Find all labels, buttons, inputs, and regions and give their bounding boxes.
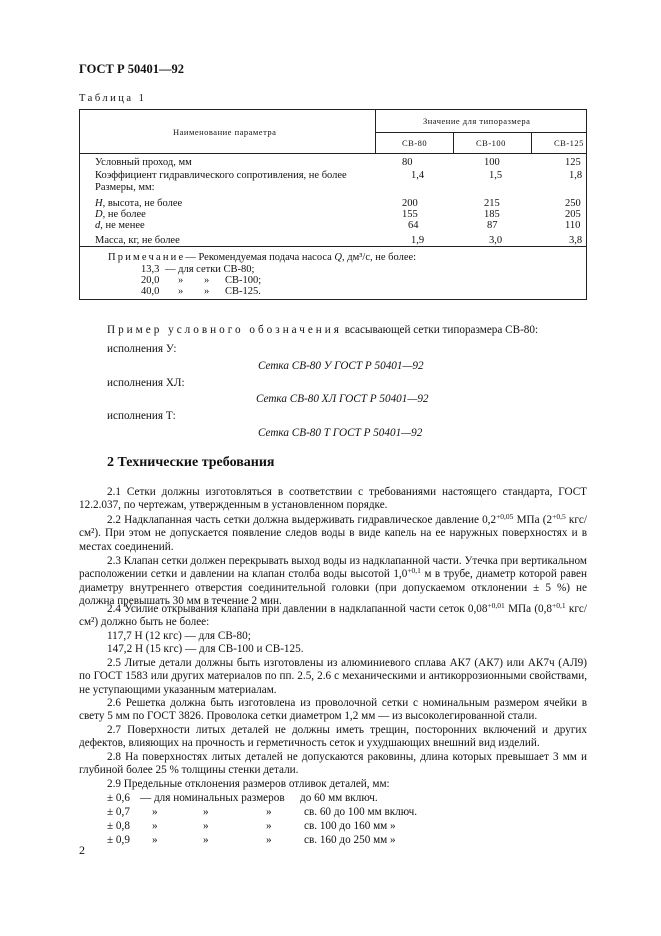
paragraph-2-8: 2.8 На поверхностях литых деталей не допускаются раковины, длина которых превышает 3 мм и глубиной более 25 % толщины стенки детали. [79,751,587,777]
table-cell: 155 [402,209,418,220]
tolerance-range: до 60 мм включ. [300,792,378,804]
table-row-label: D, не более [95,209,146,220]
table-cell: 1,8 [569,170,583,181]
table-row-label: Коэффициент гидравлического сопротивления, не более [95,170,347,181]
paragraph-2-7: 2.7 Поверхности литых деталей не должны иметь трещин, посторонних включений и других дефектов, влияющих на прочность и герметичность сеток и ухудшающих внешний вид изделий. [79,724,587,750]
tolerance-value: ± 0,7 [107,806,130,818]
example-code: Сетка СВ-80 ХЛ ГОСТ Р 50401—92 [256,393,429,405]
page-number: 2 [79,843,85,857]
paragraph-2-9: 2.9 Предельные отклонения размеров отливок деталей, мм: [107,778,390,790]
table-vline [531,132,532,153]
tolerance-range: св. 60 до 100 мм включ. [304,806,418,818]
example-code: Сетка СВ-80 Т ГОСТ Р 50401—92 [258,427,423,439]
document-header: ГОСТ Р 50401—92 [79,62,185,76]
tolerance-qualifier: » [152,806,158,818]
tolerance-qualifier: » [266,806,272,818]
table-cell: 3,0 [489,235,503,246]
table-cell: 80 [402,157,413,168]
section-title: 2 Технические требования [107,455,275,470]
column-header-size: СВ-125 [554,138,584,148]
table-caption: Таблица 1 [79,93,147,104]
example-label: исполнения Т: [107,410,176,422]
note-line: СВ-125. [225,286,261,297]
tolerance-value: ± 0,9 [107,834,130,846]
tolerance-qualifier: » [203,820,209,832]
example-label: исполнения ХЛ: [107,377,185,389]
table-cell: 64 [408,220,419,231]
note-line: » [178,275,184,286]
tolerance-qualifier: » [152,834,158,846]
note-line: 20,0 [141,275,160,286]
table-cell: 205 [565,209,581,220]
tolerance-qualifier: » [266,834,272,846]
table-hline [80,246,587,247]
paragraph-2-5: 2.5 Литые детали должны быть изготовлены из алюминиевого сплава АК7 (АК7) или АК7ч (АЛ9) по ГОСТ 1583 или других материалов по пп. 2.5, 2.6 с механическими и антикоррозионными свойствами, не уступающими указанным материалам. [79,657,587,696]
tolerance-range: св. 100 до 160 мм » [304,820,396,832]
tolerance-qualifier: — для номинальных размеров [140,792,285,804]
note-line: СВ-100; [225,275,262,286]
table-cell: 1,4 [411,170,425,181]
table-note: Примечание— Рекомендуемая подача насоса Q, дм³/с, не более: [108,252,417,263]
table-cell: 87 [487,220,498,231]
table-cell: 200 [402,198,418,209]
table-row-label: Размеры, мм: [95,182,155,193]
table-hline [80,153,587,154]
note-line: 40,0 [141,286,160,297]
note-line: » [178,286,184,297]
table-row-label: Условный проход, мм [95,157,192,168]
table-cell: 3,8 [569,235,583,246]
paragraph-2-6: 2.6 Решетка должна быть изготовлена из проволочной сетки с номинальным размером ячейки в свету 5 мм по ГОСТ 3826. Проволока сетки диаметром 1,2 мм — из высоколегированной стали. [79,697,587,723]
table-row-label: H, высота, не более [95,198,183,209]
tolerance-qualifier: » [152,820,158,832]
table-cell: 1,5 [489,170,503,181]
table-cell: 185 [484,209,500,220]
table-cell: 250 [565,198,581,209]
note-line: » [204,286,210,297]
table-cell: 110 [565,220,581,231]
example-label: исполнения У: [107,343,177,355]
tolerance-range: св. 160 до 250 мм » [304,834,396,846]
note-line: — для сетки СВ-80; [165,264,255,275]
note-line: 13,3 [141,264,160,275]
tolerance-value: ± 0,8 [107,820,130,832]
column-header-size-group: Значение для типоразмера [423,116,531,126]
column-header-size: СВ-100 [476,138,506,148]
table-vline [453,132,454,153]
paragraph-2-3: 2.3 Клапан сетки должен перекрывать выход воды из надклапанной части. Утечка при вертикальном расположении сетки и давлении на клапан столба воды высотой $1,0^{+0,1}$ м в трубе, диаметр которой равен диаметру внутреннего отверстия соединительной головки (при допускаемом отклонении ± 5 %) не должна превышать 30 мм в течение 2 мин. [79,555,588,607]
example-heading: Пример условного обозначения всасывающей сетки типоразмера СВ-80: [107,324,539,336]
paragraph-2-2: 2.2 Надклапанная часть сетки должна выдерживать гидравлическое давление $0,2^{+0,05}$ МПа ($2^{+0,5}$ кгс/см²). При этом не допускается появление следов воды в виде капель на ее наружных поверхностях и в местах соединений. [79,512,587,553]
force-line: 117,7 Н (12 кгс) — для СВ-80; [107,630,251,642]
note-line: » [204,275,210,286]
example-code: Сетка СВ-80 У ГОСТ Р 50401—92 [258,360,424,372]
paragraph-2-1: 2.1 Сетки должны изготовляться в соответствии с требованиями настоящего стандарта, ГОСТ 12.2.037, по чертежам, утвержденным в установленном порядке. [79,486,587,512]
table-cell: 215 [484,198,500,209]
table-row-label: d, не менее [95,220,145,231]
force-line: 147,2 Н (15 кгс) — для СВ-100 и СВ-125. [107,643,304,655]
table-cell: 100 [484,157,500,168]
paragraph-2-4: 2.4 Усилие открывания клапана при давлении в надклапанной части сеток $0,08^{+0,01}$ МПа ($0,8^{+0,1}$ кгс/см²) должно быть не более: [79,601,587,629]
tolerance-qualifier: » [203,834,209,846]
tolerance-qualifier: » [203,806,209,818]
parameters-table [79,109,587,300]
table-cell: 1,9 [411,235,425,246]
tolerance-qualifier: » [266,820,272,832]
table-hline [375,132,587,133]
tolerance-value: ± 0,6 [107,792,130,804]
column-header-size: СВ-80 [402,138,428,148]
column-header-parameter: Наименование параметра [173,127,277,137]
table-cell: 125 [565,157,581,168]
table-row-label: Масса, кг, не более [95,235,180,246]
